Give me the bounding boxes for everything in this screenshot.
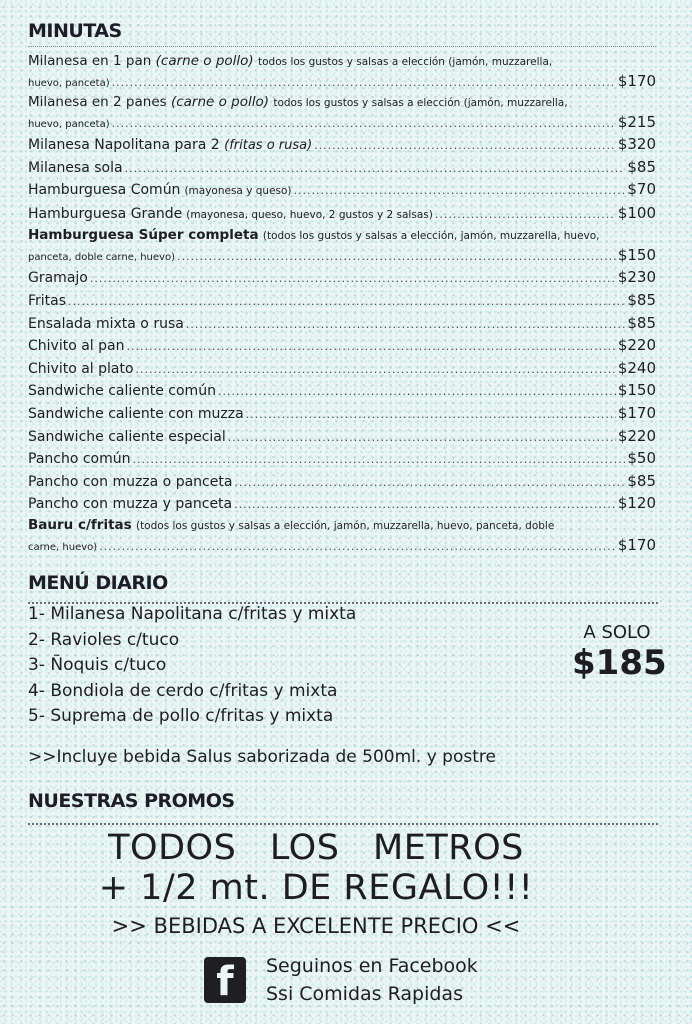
item-price: $220 <box>617 336 656 355</box>
menu-item <box>28 358 656 381</box>
leader-dots <box>314 135 616 157</box>
menu-diario-price <box>572 622 667 683</box>
item-price: $50 <box>627 449 656 468</box>
leader-dots <box>125 158 626 180</box>
menu-item <box>28 267 656 290</box>
leader-dots <box>68 291 625 313</box>
item-desc: (mayonesa, queso, huevo, 2 gustos y 2 salsas) <box>186 208 433 221</box>
item-price: $320 <box>617 135 656 153</box>
menu-item <box>28 203 656 227</box>
divider <box>28 823 658 825</box>
leader-dots <box>186 314 626 336</box>
menu-item <box>28 179 656 203</box>
price-label: A SOLO <box>583 622 651 643</box>
leader-dots <box>228 427 616 449</box>
item-name: Hamburguesa Súper completa <box>28 227 259 244</box>
item-name: Hamburguesa Grande <box>28 205 183 222</box>
leader-dots <box>435 204 616 226</box>
leader-dots <box>126 336 615 358</box>
item-price: $240 <box>617 358 656 377</box>
list-item: 5- Suprema de pollo c/fritas y mixta <box>28 706 334 726</box>
item-variant: (fritas o rusa) <box>224 138 313 153</box>
facebook-line-1: Seguinos en Facebook <box>266 955 478 977</box>
menu-item <box>28 52 656 93</box>
item-variant: (carne o pollo) <box>155 53 254 69</box>
list-item: 3- Ñoquis c/tuco <box>28 655 167 675</box>
leader-dots <box>218 381 616 403</box>
minutas-list <box>28 52 656 557</box>
item-price: $85 <box>627 471 656 490</box>
leader-dots <box>294 180 626 202</box>
leader-dots <box>112 73 616 92</box>
menu-item <box>28 226 656 267</box>
item-name: Milanesa sola <box>28 159 123 176</box>
divider <box>28 46 656 47</box>
list-item: 2- Ravioles c/tuco <box>28 629 180 650</box>
facebook-line-2: Ssi Comidas Rapidas <box>266 983 463 1005</box>
leader-dots <box>112 114 616 133</box>
item-name: Milanesa en 2 panes <box>28 94 167 110</box>
leader-dots <box>246 404 616 426</box>
section-title-promos: NUESTRAS PROMOS <box>28 790 235 812</box>
item-desc: (todos los gustos y salsas a elección, jamón, muzzarella, huevo, <box>262 230 600 243</box>
item-desc: huevo, panceta) <box>28 119 110 130</box>
item-price: $85 <box>627 157 656 176</box>
item-name: Chivito al plato <box>28 360 134 377</box>
item-price: $170 <box>617 535 656 554</box>
list-item: 4- Bondiola de cerdo c/fritas y mixta <box>28 680 338 701</box>
item-name: Pancho con muzza y panceta <box>28 496 233 513</box>
item-name: Milanesa en 1 pan <box>28 53 152 69</box>
item-desc: (todos los gustos y salsas a elección, jamón, muzzarella, huevo, panceta, doble <box>135 519 555 532</box>
menu-item <box>28 516 656 557</box>
item-price: $70 <box>627 180 656 199</box>
item-name: Fritas <box>28 292 67 309</box>
menu-item <box>28 134 656 157</box>
menu-item <box>28 493 656 516</box>
item-price: $170 <box>617 403 656 422</box>
item-desc: (mayonesa y queso) <box>184 185 292 198</box>
item-name: Ensalada mixta o rusa <box>28 315 184 332</box>
item-name: Pancho común <box>28 451 131 468</box>
item-price: $100 <box>617 203 656 222</box>
item-desc: todos los gustos y salsas a elección (jamón, muzzarella, <box>258 56 553 68</box>
item-price: $170 <box>617 72 656 90</box>
facebook-block <box>204 952 478 1008</box>
menu-item <box>28 290 656 313</box>
leader-dots <box>99 537 616 556</box>
item-name: Hamburguesa Común <box>28 182 181 199</box>
facebook-icon: f <box>204 957 246 1003</box>
promo-metros <box>0 828 692 908</box>
leader-dots <box>234 494 616 516</box>
item-price: $85 <box>627 290 656 309</box>
promo-bebidas: >> BEBIDAS A EXCELENTE PRECIO << <box>111 914 521 938</box>
menu-item <box>28 471 656 494</box>
menu-item <box>28 403 656 426</box>
item-desc: todos los gustos y salsas a elección (jamón, muzzarella, <box>273 97 568 109</box>
menu-diario-list <box>28 602 356 730</box>
promo-line-2: + 1/2 mt. DE REGALO!!! <box>98 868 534 908</box>
item-price: $120 <box>617 494 656 513</box>
item-name: Bauru c/fritas <box>28 516 132 533</box>
leader-dots <box>234 472 625 494</box>
menu-item <box>28 157 656 180</box>
list-item: 1- Milanesa Napolitana c/fritas y mixta <box>28 604 357 624</box>
item-price: $85 <box>627 313 656 332</box>
item-variant: (carne o pollo) <box>170 94 270 110</box>
section-title-menu-diario: MENÚ DIARIO <box>28 572 168 594</box>
menu-item <box>28 448 656 471</box>
menu-item <box>28 335 656 358</box>
item-name: Gramajo <box>28 270 88 287</box>
promo-line-1: TODOS LOS METROS <box>108 828 524 868</box>
menu-item <box>28 426 656 449</box>
section-title-minutas: MINUTAS <box>28 20 122 42</box>
item-name: Sandwiche caliente especial <box>28 428 226 445</box>
includes-note: >>Incluye bebida Salus saborizada de 500ml. y postre <box>28 747 496 767</box>
item-name: Sandwiche caliente común <box>28 383 216 400</box>
leader-dots <box>136 359 616 381</box>
leader-dots <box>177 247 616 266</box>
menu-item <box>28 380 656 403</box>
menu-item <box>28 313 656 336</box>
item-name: Pancho con muzza o panceta <box>28 473 233 490</box>
menu-item <box>28 93 656 134</box>
item-desc: carne, huevo) <box>28 541 98 553</box>
leader-dots <box>90 268 616 290</box>
item-name: Sandwiche caliente con muzza <box>28 405 244 422</box>
item-desc: huevo, panceta) <box>28 78 110 89</box>
item-price: $230 <box>617 268 656 287</box>
price-amount: $185 <box>572 643 667 683</box>
item-price: $215 <box>617 113 656 131</box>
item-desc: panceta, doble carne, huevo) <box>28 252 175 264</box>
item-price: $150 <box>617 246 656 265</box>
item-name: Milanesa Napolitana para 2 <box>28 137 220 153</box>
item-name: Chivito al pan <box>28 338 125 355</box>
item-price: $150 <box>617 381 656 400</box>
leader-dots <box>133 449 626 471</box>
item-price: $220 <box>617 426 656 445</box>
